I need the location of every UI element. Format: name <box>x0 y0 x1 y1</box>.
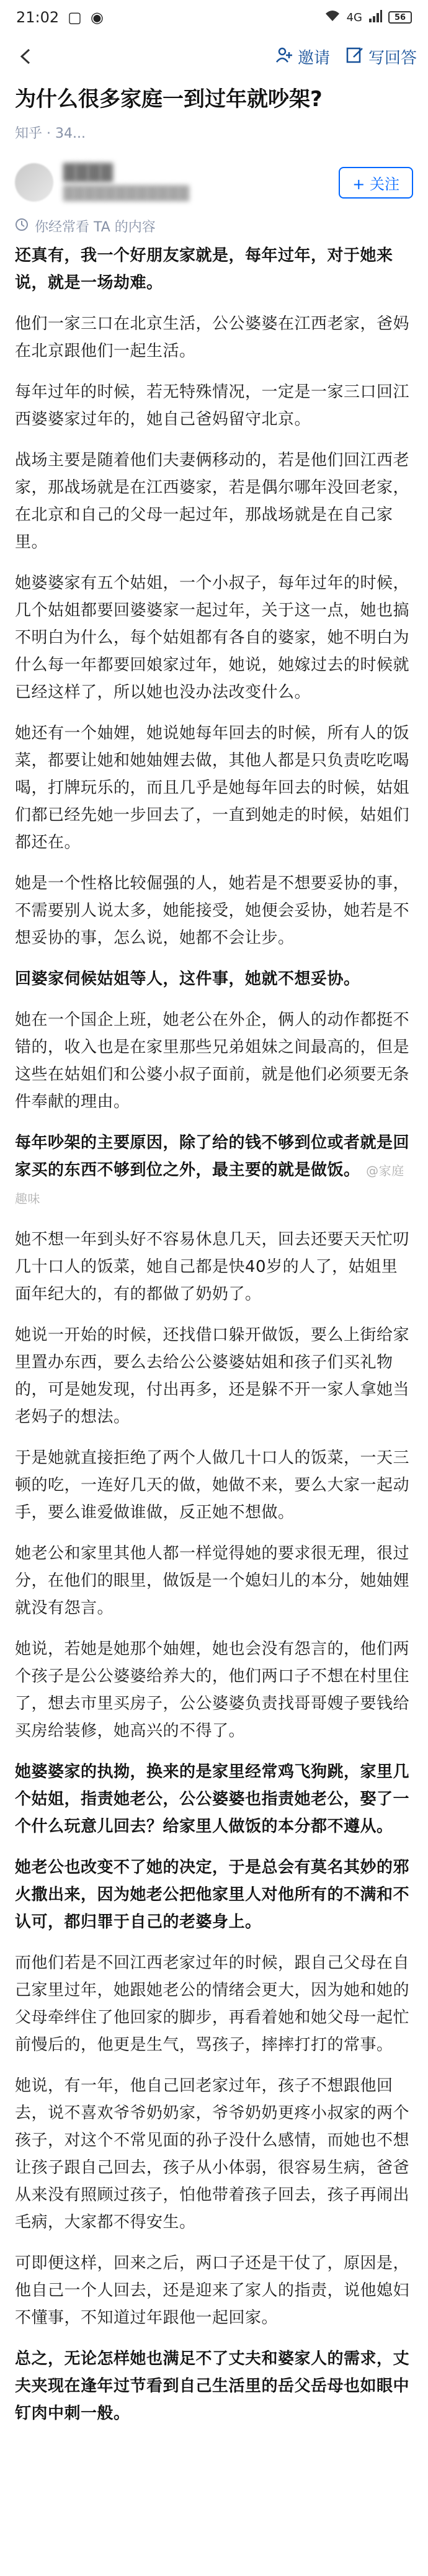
paragraph-text: 她婆婆家的执拗，换来的是家里经常鸡飞狗跳，家里几个姑姐，指责她老公，公公婆婆也指责她老公，娶了一个什么玩意儿回去？给家里人做饭的本分都不遵从。 <box>15 1763 410 1836</box>
paragraph-text: 她老公也改变不了她的决定，于是总会有莫名其妙的邪火撒出来，因为她老公把他家里人对他所有的不满和不认可，都归罪于自己的老婆身上。 <box>15 1858 410 1931</box>
status-left <box>16 9 104 26</box>
paragraph-text: 回婆家伺候姑姐等人，这件事，她就不想妥协。 <box>15 970 360 988</box>
paragraph-text: 战场主要是随着他们夫妻俩移动的，若是他们回江西老家，那战场就是在江西婆家，若是偶尔哪年没回老家，在北京和自己的父母一起过年，那战场就是在自己家里。 <box>15 451 410 552</box>
paragraph-text: 她是一个性格比较倔强的人，她若是不想要妥协的事，不需要别人说太多，她能接受，她便会妥协，她若是不想妥协的事，怎么说，她都不会让步。 <box>15 874 410 947</box>
write-answer-button[interactable] <box>346 45 417 68</box>
paragraph <box>15 2072 413 2236</box>
paragraph <box>15 965 413 993</box>
paragraph <box>15 1758 413 1840</box>
paragraph <box>15 242 413 297</box>
question-meta: 知乎 · 34... <box>15 126 86 141</box>
author-bio: ████████████ <box>63 186 190 202</box>
network-label: 4G <box>346 11 362 24</box>
paragraph <box>15 720 413 856</box>
wifi-icon <box>324 10 341 25</box>
avatar[interactable] <box>15 163 53 202</box>
paragraph <box>15 870 413 952</box>
paragraph-text: 她婆婆家有五个姑姐，一个小叔子，每年过年的时候，几个姑姐都要回婆婆家一起过年，关于这一点，她也搞不明白为什么，每个姑姐都有各自的婆家，她不明白为什么每一年都要回娘家过年，她说，她嫁过去的时候就已经这样了，所以她也没办法改变什么。 <box>15 574 410 702</box>
paragraph-text: 她老公和家里其他人都一样觉得她的要求很无理，很过分，在他们的眼里，做饭是一个媳妇儿的本分，她妯娌就没有怨言。 <box>15 1544 410 1617</box>
notification-icon: ▢ <box>68 9 82 26</box>
paragraph-text: 她说，有一年，他自己回老家过年，孩子不想跟他回去，说不喜欢爷爷奶奶家，爷爷奶奶更疼小叔家的两个孩子，对这个不常见面的孙子没什么感情，而她也不想让孩子跟自己回去，孩子从小体弱，很容易生病，爸爸从来没有照顾过孩子，怕他带着孩子回去，孩子再闹出毛病，大家都不得安生。 <box>15 2077 410 2232</box>
paragraph <box>15 1635 413 1745</box>
clock-icon <box>15 218 29 235</box>
status-bar <box>0 0 428 35</box>
paragraph <box>15 1322 413 1431</box>
watermark: @家庭趣味 <box>15 1163 404 1206</box>
paragraph <box>15 310 413 365</box>
paragraph <box>15 1129 413 1212</box>
paragraph-text: 每年吵架的主要原因，除了给的钱不够到位或者就是回家买的东西不够到位之外，最主要的就是做饭。 <box>15 1134 410 1179</box>
status-right <box>324 10 412 25</box>
paragraph-text: 还真有，我一个好朋友家就是，每年过年，对于她来说，就是一场劫难。 <box>15 246 393 292</box>
paragraph-text: 她不想一年到头好不容易休息几天，回去还要天天忙叨几十口人的饭菜，她自己都是快40岁的人了，姑姐里面年纪大的，有的都做了奶奶了。 <box>15 1230 410 1304</box>
seen-note-row <box>0 210 428 236</box>
paragraph <box>15 1540 413 1622</box>
paragraph-text: 她说一开始的时候，还找借口躲开做饭，要么上街给家里置办东西，要么去给公公婆婆姑姐和孩子们买礼物的，可是她发现，付出再多，还是躲不开一家人拿她当老妈子的想法。 <box>15 1326 410 1426</box>
back-icon[interactable] <box>14 44 38 69</box>
paragraph <box>15 1444 413 1526</box>
paragraph <box>15 1949 413 2059</box>
paragraph <box>15 570 413 706</box>
question-title[interactable]: 为什么很多家庭一到过年就吵架? <box>15 87 323 112</box>
paragraph-text: 总之，无论怎样她也满足不了丈夫和婆家人的需求，丈夫夹现在逢年过节看到自己生活里的岳父岳母也如眼中钉肉中刺一般。 <box>15 2350 410 2423</box>
invite-label: 邀请 <box>297 48 330 68</box>
paragraph-text: 每年过年的时候，若无特殊情况，一定是一家三口回江西婆婆家过年的，她自己爸妈留守北京。 <box>15 383 410 429</box>
paragraph <box>15 1226 413 1308</box>
paragraph-text: 他们一家三口在北京生活，公公婆婆在江西老家，爸妈在北京跟他们一起生活。 <box>15 315 410 360</box>
status-time: 21:02 <box>16 9 60 26</box>
paragraph-text: 她还有一个妯娌，她说她每年回去的时候，所有人的饭菜，都要让她和她妯娌去做，其他人都是只负责吃吃喝喝，打牌玩乐的，而且几乎是她每年回去的时候，姑姐们都已经先她一步回去了，一直到她走的时候，姑姐们都还在。 <box>15 724 410 852</box>
follow-button[interactable]: + 关注 <box>339 167 413 199</box>
author-name[interactable]: ████ <box>63 163 113 182</box>
paragraph <box>15 2250 413 2332</box>
paragraph <box>15 2345 413 2427</box>
author-row <box>0 142 428 210</box>
answer-content <box>0 236 428 2427</box>
paragraph <box>15 378 413 433</box>
paragraph-text: 她在一个国企上班，她老公在外企，俩人的动作都挺不错的，收入也是在家里那些兄弟姐妹之间最高的，但是这些在姑姐们和公婆小叔子面前，就是他们必须要无条件奉献的理由。 <box>15 1011 410 1111</box>
edit-icon <box>346 46 363 68</box>
paragraph <box>15 1854 413 1936</box>
author-info <box>63 164 339 202</box>
paragraph-text: 可即便这样，回来之后，两口子还是干仗了，原因是，他自己一个人回去，还是迎来了家人的指责，说他媳妇不懂事，不知道过年跟他一起回家。 <box>15 2254 410 2327</box>
signal-icon <box>368 10 382 25</box>
battery-level: 56 <box>394 12 406 22</box>
top-bar <box>0 35 428 78</box>
paragraph-text: 于是她就直接拒绝了两个人做几十口人的饭菜，一天三顿的吃，一连好几天的做，她做不来，要么大家一起动手，要么谁爱做谁做，反正她不想做。 <box>15 1449 410 1522</box>
invite-button[interactable] <box>275 45 330 68</box>
top-actions <box>275 45 417 68</box>
battery-icon <box>388 11 412 24</box>
invite-icon <box>275 46 293 68</box>
paragraph-text: 而他们若是不回江西老家过年的时候，跟自己父母在自己家里过年，她跟她老公的情绪会更大，因为她和她的父母牵绊住了他回家的脚步，再看着她和她父母一起忙前慢后的，他更是生气，骂孩子，摔摔打打的常事。 <box>15 1954 410 2054</box>
app-icon: ◉ <box>90 9 104 26</box>
write-answer-label: 写回答 <box>368 48 417 68</box>
paragraph <box>15 1006 413 1116</box>
paragraph <box>15 447 413 556</box>
paragraph-text: 她说，若她是她那个妯娌，她也会没有怨言的，他们两个孩子是公公婆婆给养大的，他们两口子不想在村里住了，想去市里买房子，公公婆婆负责找哥哥嫂子要钱给买房给装修，她高兴的不得了。 <box>15 1640 410 1740</box>
seen-note: 你经常看 TA 的内容 <box>35 220 156 235</box>
